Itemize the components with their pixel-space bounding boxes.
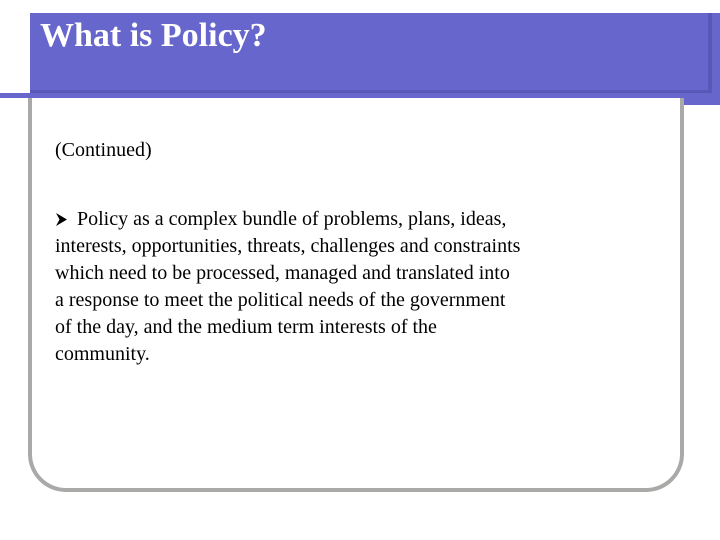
arrow-bullet-icon bbox=[55, 213, 67, 226]
bullet-paragraph bbox=[55, 206, 675, 368]
continued-label: (Continued) bbox=[55, 139, 152, 161]
bullet-line-3: which need to be processed, managed and translated into bbox=[55, 262, 510, 284]
bullet-line-4: a response to meet the political needs of the government bbox=[55, 289, 506, 311]
bullet-text-1: Policy as a complex bundle of problems, plans, ideas, bbox=[77, 208, 507, 230]
bullet-line-2: interests, opportunities, threats, challenges and constraints bbox=[55, 235, 521, 257]
bullet-line-6: community. bbox=[55, 343, 150, 365]
bullet-line-1 bbox=[55, 206, 675, 233]
slide-title: What is Policy? bbox=[40, 17, 267, 54]
bullet-line-5: of the day, and the medium term interests of the bbox=[55, 316, 437, 338]
